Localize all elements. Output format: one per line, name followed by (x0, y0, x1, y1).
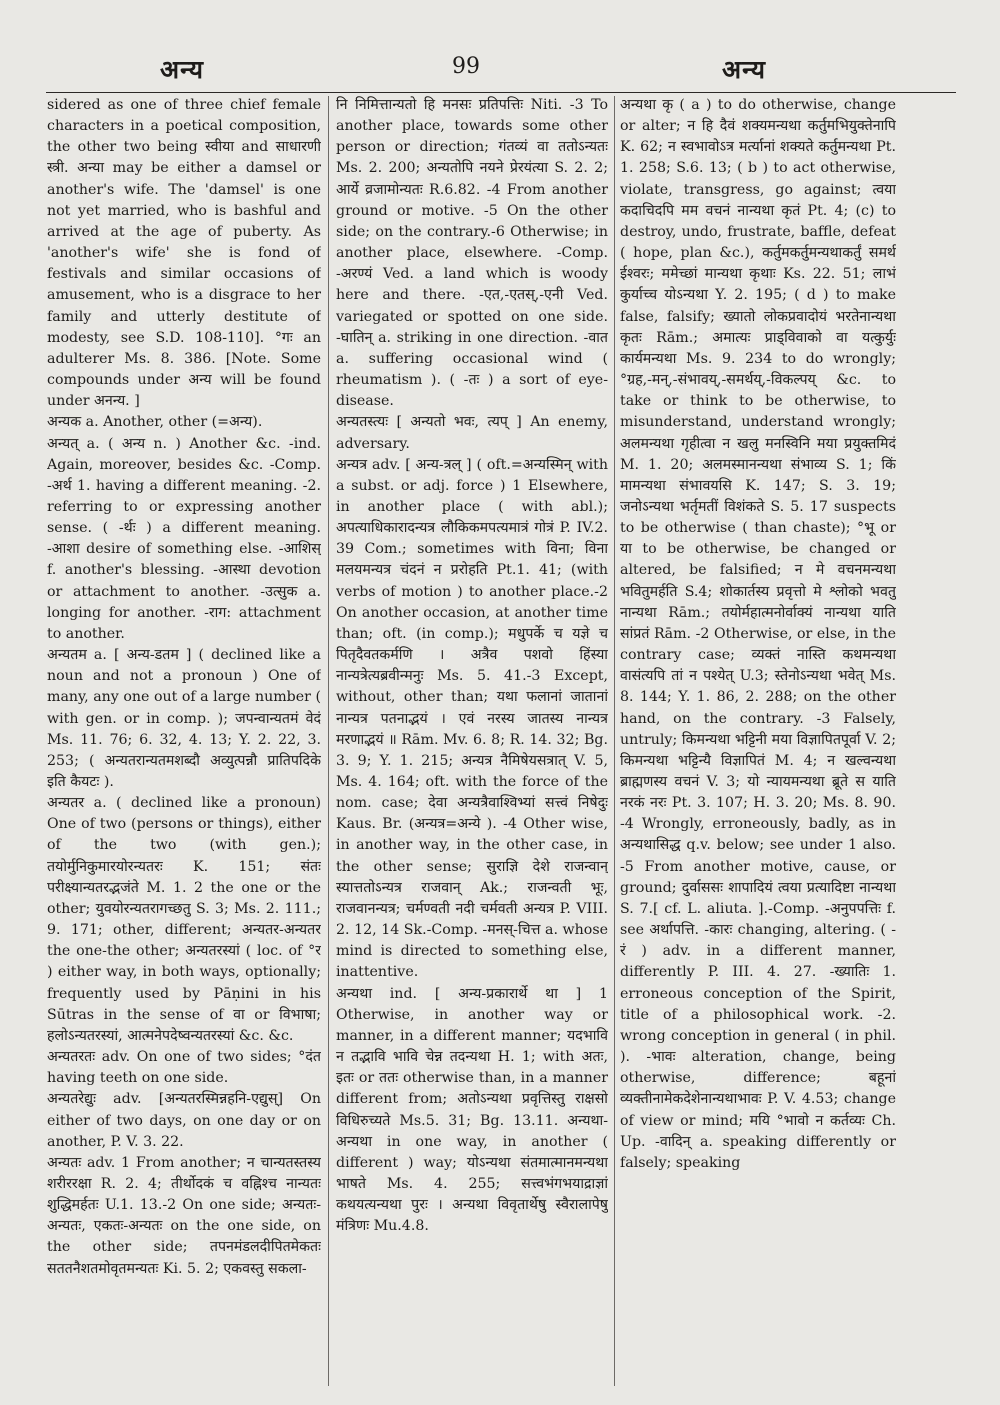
column-divider (614, 96, 615, 1386)
column-divider (328, 96, 329, 1386)
dictionary-entry: अन्यथा ind. [ अन्य-प्रकारार्थे था ] 1 Otherwise, in another way or manner, in a different manner; यदभावि न तद्भावि भावि चेन्न तदन्यथा H. 1; with अतः, इतः or ततः otherwise than, in a manner different from; अतोऽन्यथा प्रवृत्तिस्तु राक्षसो विधिरुच्यते Ms.5. 31; Bg. 13.11. अन्यथा-अन्यथा in one way, in another ( different ) way; योऽन्यथा संतमात्मानमन्यथा भाषते Ms. 4. 255; सत्त्वभंगभयाद्राज्ञां कथयत्यन्यथा पुरः । अन्यथा विवृतार्थेषु स्वैरालापेषु मंत्रिणः Mu.4.8. (336, 985, 608, 1235)
dictionary-entry: sidered as one of three chief female characters in a poetical composition, the other two being स्वीया and साधारणी स्त्री. अन्या may be either a damsel or another's wife. The 'damsel' is one not yet married, who is bashful and arrived at the age of puberty. As 'another's wife' she is fond of festivals and similar occasions of amusement, who is a disgrace to her family and utterly destitute of modesty, see S.D. 108-110]. °गः an adulterer Ms. 8. 386. [Note. Some compounds under अन्य will be found under अनन्य. ] (47, 97, 321, 410)
page-number: 99 (452, 54, 480, 79)
dictionary-entry: अन्यथा कृ ( a ) to do otherwise, change or alter; न हि दैवं शक्यमन्यथा कर्तुमभियुक्तेनापि K. 62; न स्वभावोऽत्र मर्त्यानां शक्यते कर्तुमन्यथा Pt. 1. 258; S.6. 13; ( b ) to act otherwise, violate, transgress, go against; त्वया कदाचिदपि मम वचनं नान्यथा कृतं Pt. 4; (c) to destroy, undo, frustrate, baffle, defeat ( hope, plan &c.), कर्तुमकर्तुमन्यथाकर्तुं समर्थ ईश्वरः; ममेच्छां मान्यथा कृथाः Ks. 22. 51; लाभं कुर्याच्च योऽन्यथा Y. 2. 195; ( d ) to make false, falsify; ख्यातो लोकप्रवादोयं भरतेनान्यथा कृतः Rām.; अमात्यः प्राड्विवाको वा यत्कुर्युः कार्यमन्यथा Ms. 9. 234 to do wrongly; °ग्रह,-मन्,-संभावय्,-समर्थय्,-विकल्पय् &c. to take or think to be otherwise, to misunderstand, understand wrongly; अलमन्यथा गृहीत्वा न खलु मनस्विनि मया प्रयुक्तमिदं M. 1. 20; अलमस्मानन्यथा संभाव्य S. 1; किं मामन्यथा संभावयसि K. 147; S. 3. 19; जनोऽन्यथा भर्तृमतीं विशंकते S. 5. 17 suspects to be otherwise ( than chaste); °भू or या to be otherwise, be changed or altered, be falsified; न मे वचनमन्यथा भवितुमर्हति S.4; शोकार्तस्य प्रवृत्तो मे श्लोको भवतु नान्यथा Rām.; तयोर्महात्मनोर्वाक्यं नान्यथा याति सांप्रतं Rām. -2 Otherwise, or else, in the contrary case; व्यक्तं नास्ति कथमन्यथा वासंत्यपि तां न पश्येत् U.3; स्तेनोऽन्यथा भवेत् Ms. 8. 144; Y. 1. 86, 2. 288; on the other hand, on the contrary. -3 Falsely, untruly; किमन्यथा भट्टिनी मया विज्ञापितपूर्वा V. 2; किमन्यथा भट्टिन्यै विज्ञापितं M. 4; न खल्वन्यथा ब्राह्मणस्य वचनं V. 3; यो न्यायमन्यथा ब्रूते स याति नरकं नरः Pt. 3. 107; H. 3. 20; Ms. 8. 90. -4 Wrongly, erroneously, badly, as in अन्यथासिद्ध q.v. below; see under 1 also. -5 From another motive, cause, or ground; दुर्वाससः शापादियं त्वया प्रत्यादिष्टा नान्यथा S. 7.[ cf. L. aliuta. ].-Comp. -अनुपपत्तिः f. see अर्थापत्ति. -कारः changing, altering. ( -रं ) adv. in a different manner, differently P. III. 4. 27. -ख्यातिः 1. erroneous conception of the Spirit, title of a philosophical work. -2. wrong conception in general ( in phil. ). -भावः alteration, change, being otherwise, difference; बहूनां व्यक्तीनामेकदेशेनान्यथाभावः P. V. 4.53; change of view or mind; मयि °भावो न कर्तव्यः Ch. Up. -वादिन् a. speaking differently or falsely; speaking (620, 97, 896, 1171)
right-headword: अन्य (722, 55, 766, 84)
dictionary-entry: अन्यतरेद्युः adv. [अन्यतरस्मिन्नहनि-एद्युस्] On either of two days, on one day or on another, P. V. 3. 22. (47, 1091, 321, 1150)
dictionary-entry: अन्यतम a. [ अन्य-डतम ] ( declined like a noun and not a pronoun ) One of many, any one out of a large number ( with gen. or in comp. ); जपन्वान्यतमं वेदं Ms. 11. 76; 6. 32, 4. 13; Y. 2. 22, 3. 253; ( अन्यतरान्यतमशब्दौ अव्युत्पन्नौ प्रातिपदिके इति कैयटः ). (47, 647, 321, 790)
dictionary-entry: अन्यत् a. ( अन्य n. ) Another &c. -ind. Again, moreover, besides &c. -Comp. -अर्थ 1. having a different meaning. -2. referring to or expressing another sense. ( -र्थः ) a different meaning. -आशा desire of something else. -आशिस् f. another's blessing. -आस्था devotion or attachment to another. -उत्सुक a. longing for another. -राग: attachment to another. (47, 435, 321, 642)
dictionary-entry: अन्यतर a. ( declined like a pronoun) One of two (persons or things), either of the two (with gen.); तयोर्मुनिकुमारयोरन्यतरः K. 151; संतः परीक्ष्यान्यतरद्भजंते M. 1. 2 the one or the other; युवयोरन्यतरागच्छतु S. 3; Ms. 2. 111.; 9. 171; other, different; अन्यतर-अन्यतर the one-the other; अन्यतरस्यां ( loc. of °र ) either way, in both ways, optionally; frequently used by Pāṇini in his Sūtras in the sense of वा or विभाषा; हलोऽन्यतरस्यां, आत्मनेपदेष्वन्यतरस्यां &c. &c. (47, 795, 321, 1044)
header-rule (46, 92, 956, 93)
dictionary-entry: अन्यतः adv. 1 From another; न चान्यतस्तस्य शरीररक्षा R. 2. 4; तीर्थोदकं च वह्निश्च नान्यतः शुद्धिमर्हतः U.1. 13.-2 On one side; अन्यतः-अन्यतः, एकतः-अन्यतः on the one side, on the other side; तपनमंडलदीपितमेकतः सततनैशतमोवृतमन्यतः Ki. 5. 2; एकवस्तु सकला- (47, 1154, 321, 1277)
column-right (620, 95, 896, 1385)
left-headword: अन्य (160, 55, 204, 84)
dictionary-entry: अन्यक a. Another, other (=अन्य). (47, 414, 263, 431)
dictionary-entry: नि निमित्तान्यतो हि मनसः प्रतिपत्तिः Niti. -3 To another place, towards some other person or direction; गंतव्यं वा ततोऽन्यतः Ms. 2. 200; अन्यतोपि नयने प्रेरयंत्या S. 2. 2; आर्ये व्रजामोन्यतः R.6.82. -4 From another ground or motive. -5 On the other side; on the contrary.-6 Otherwise; in another place, elsewhere. -Comp. -अरण्यं Ved. a land which is woody here and there. -एत,-एतस्,-एनी Ved. variegated or spotted on one side. -घातिन् a. striking in one direction. -वात a. suffering occasional wind ( rheumatism ). ( -तः ) a sort of eye-disease. (336, 97, 608, 410)
running-header (0, 48, 1000, 88)
column-middle (336, 95, 608, 1385)
column-left (47, 95, 321, 1385)
dictionary-entry: अन्यतस्त्यः [ अन्यतो भवः, त्यप् ] An enemy, adversary. (336, 414, 608, 452)
dictionary-entry: अन्यतरतः adv. On one of two sides; °दंत having teeth on one side. (47, 1049, 321, 1087)
dictionary-entry: अन्यत्र adv. [ अन्य-त्रल् ] ( oft.=अन्यस्मिन् with a subst. or adj. force ) 1 Elsewhere, in another place ( with abl.); अपत्याधिकारादन्यत्र लौकिकमपत्यमात्रं गोत्रं P. IV.2. 39 Com.; sometimes with विना; विना मलयमन्यत्र चंदनं न प्ररोहति Pt.1. 41; (with verbs of motion ) to another place.-2 On another occasion, at another time than; oft. (in comp.); मधुपर्के च यज्ञे च पितृदैवतकर्मणि । अत्रैव पशवो हिंस्या नान्यत्रेत्यब्रवीन्मनुः Ms. 5. 41.-3 Except, without, other than; यथा फलानां जातानां नान्यत्र पतनाद्भयं । एवं नरस्य जातस्य नान्यत्र मरणाद्भयं ॥ Rām. Mv. 6. 8; R. 14. 32; Bg. 3. 9; Y. 1. 215; अन्यत्र नैमिषेयसत्रात् V. 5, Ms. 4. 164; oft. with the force of the nom. case; देवा अन्यत्रैवाश्विभ्यां सत्त्वं निषेदुः Kaus. Br. (अन्यत्र=अन्ये ). -4 Other wise, in another way, in the other case, in the other sense; सुराज्ञि देशे राजन्वान् स्यात्ततोऽन्यत्र राजवान् Ak.; राजन्वती भूः, राजवानन्यत्र; चर्मण्वती नदी चर्मवती अन्यत्र P. VIII. 2. 12, 14 Sk.-Comp. -मनस्-चित्त a. whose mind is directed to something else, inattentive. (336, 456, 608, 981)
